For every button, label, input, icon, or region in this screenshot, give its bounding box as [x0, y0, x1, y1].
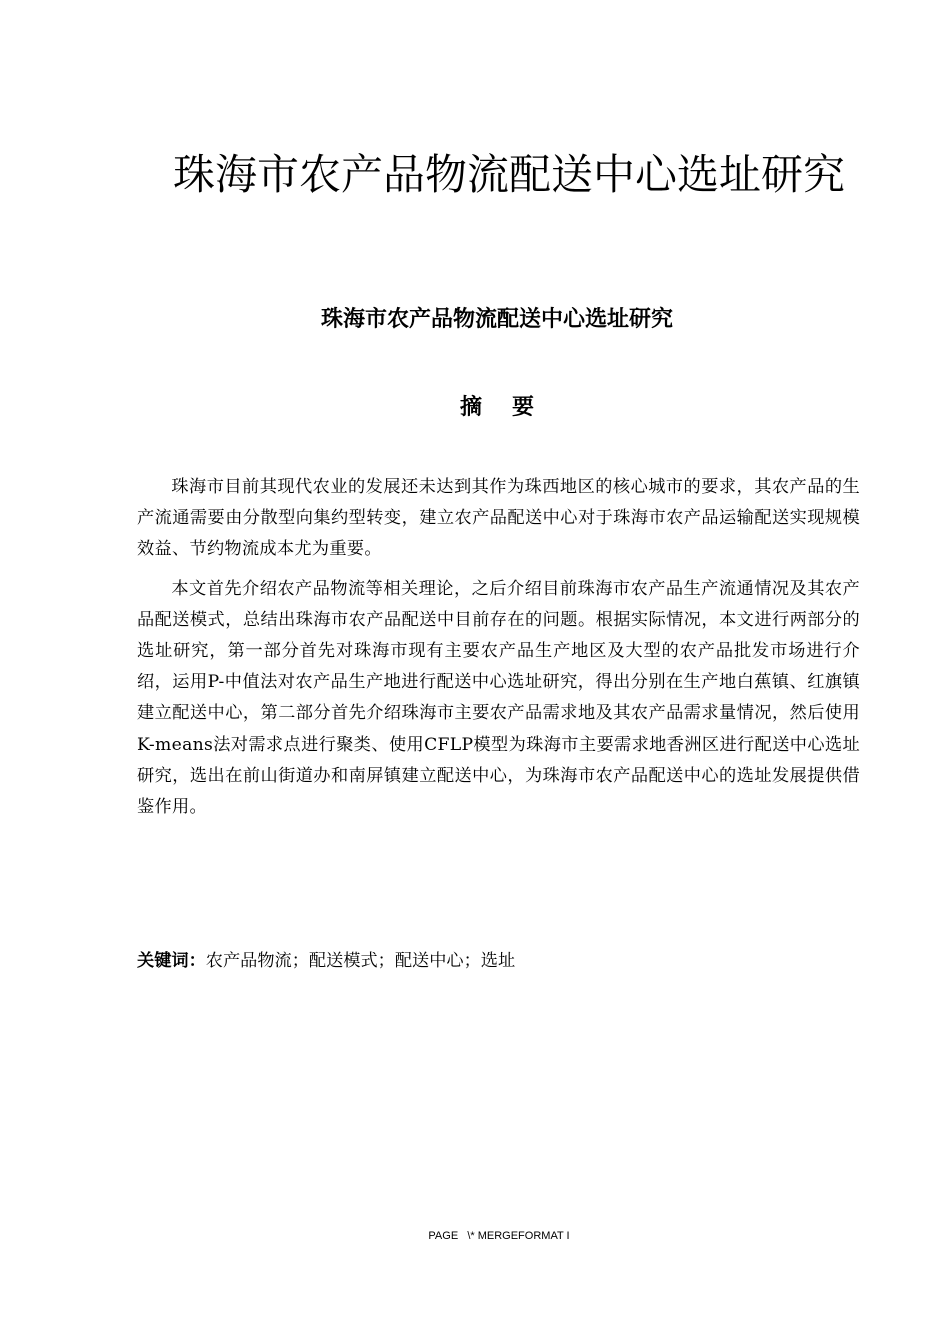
keywords-value: 农产品物流；配送模式；配送中心；选址	[205, 951, 516, 971]
abstract-paragraph-2: 本文首先介绍农产品物流等相关理论，之后介绍目前珠海市农产品生产流通情况及其农产品配送模式，总结出珠海市农产品配送中目前存在的问题。根据实际情况，本文进行两部分的选址研究，第一部分首先对珠海市现有主要农产品生产地区及大型的农产品批发市场进行介绍，运用P-中值法对农产品生产地进行配送中心选址研究，得出分别在生产地白蕉镇、红旗镇建立配送中心，第二部分首先介绍珠海市主要农产品需求地及其农产品需求量情况，然后使用K-means法对需求点进行聚类、使用CFLP模型为珠海市主要需求地香洲区进行配送中心选址研究，选出在前山街道办和南屏镇建立配送中心，为珠海市农产品配送中心的选址发展提供借鉴作用。	[137, 578, 860, 818]
keywords-line	[137, 945, 860, 977]
abstract-body	[137, 472, 860, 831]
abstract-paragraph-1: 珠海市目前其现代农业的发展还未达到其作为珠西地区的核心城市的要求，其农产品的生产流通需要由分散型向集约型转变，建立农产品配送中心对于珠海市农产品运输配送实现规模效益、节约物流成本尤为重要。	[137, 477, 860, 560]
abstract-heading	[0, 391, 950, 425]
keywords-label: 关键词：	[137, 951, 206, 971]
abstract-heading-char-1: 摘	[459, 395, 482, 420]
thesis-subtitle: 珠海市农产品物流配送中心选址研究	[320, 307, 673, 332]
page-footer: PAGE \* MERGEFORMAT I	[428, 1230, 570, 1242]
document-title: 珠海市农产品物流配送中心选址研究	[172, 150, 845, 199]
abstract-heading-char-2: 要	[512, 395, 535, 420]
